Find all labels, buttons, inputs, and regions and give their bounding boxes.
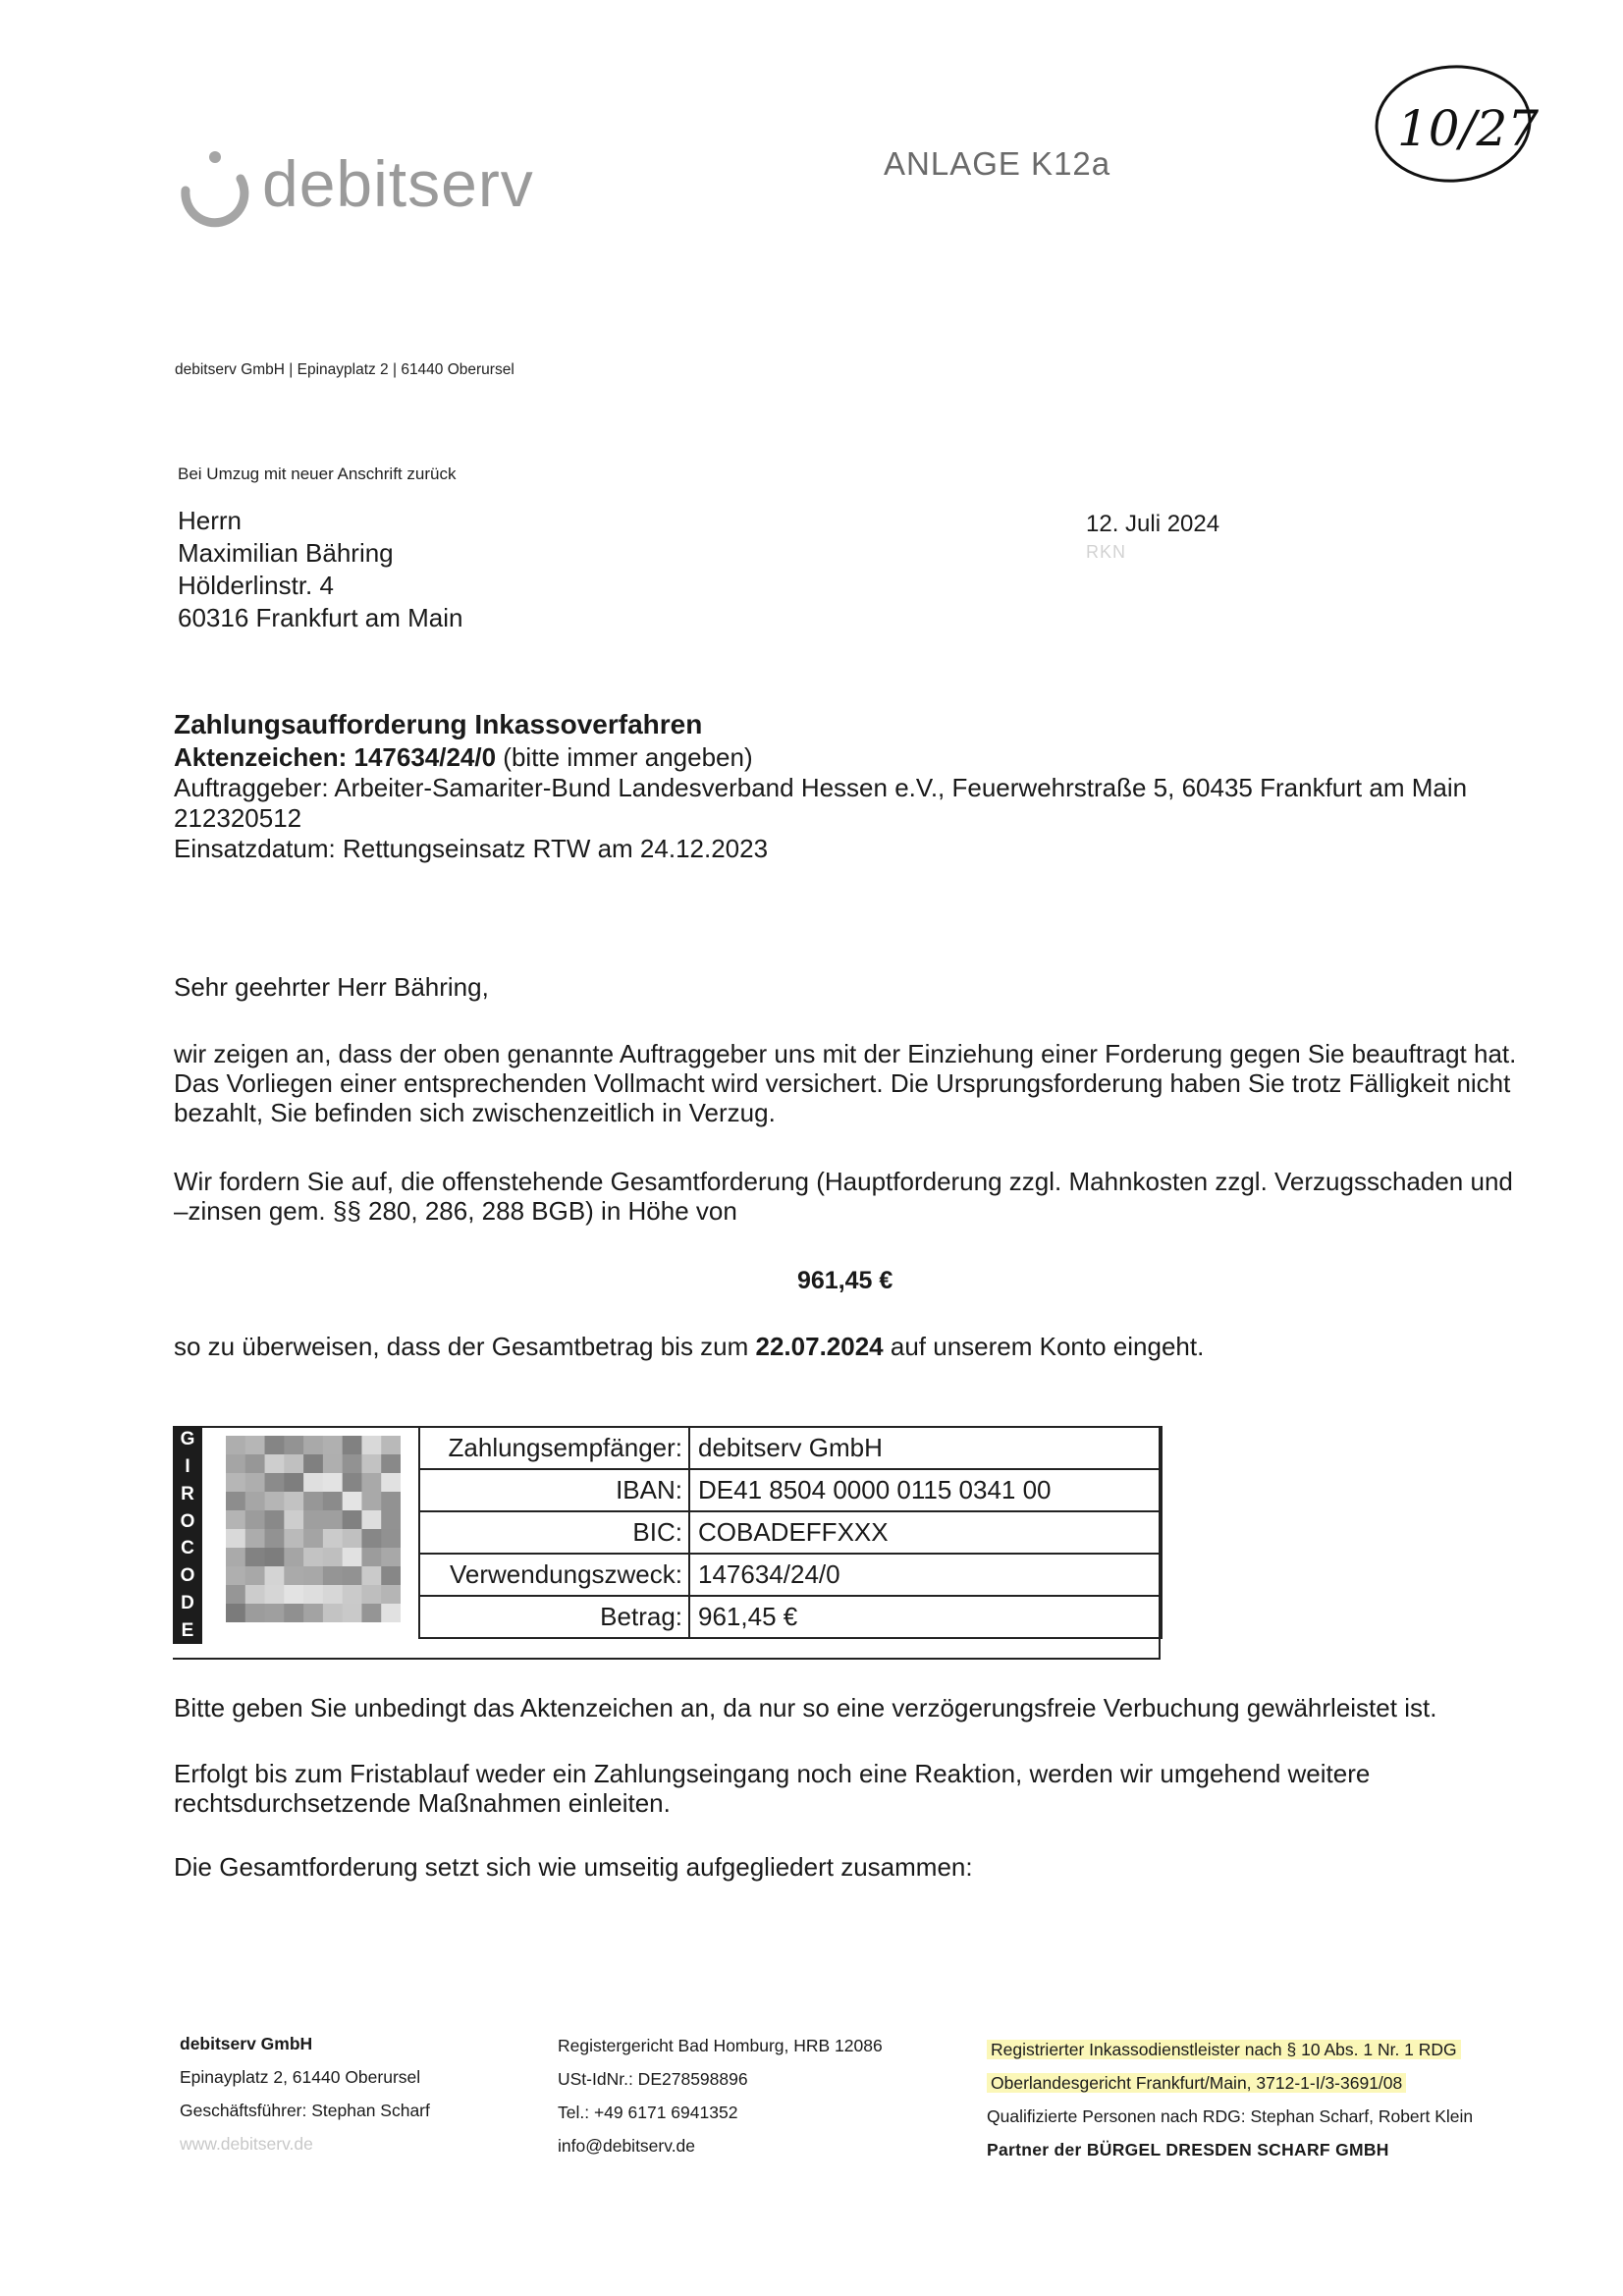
table-row	[419, 1427, 1162, 1469]
qr-pixel	[343, 1436, 362, 1455]
qr-pixel	[323, 1473, 343, 1493]
payee-value: debitserv GmbH	[689, 1427, 1162, 1469]
bic-label: BIC:	[419, 1511, 689, 1554]
qr-pixel	[303, 1510, 323, 1530]
qr-pixel	[226, 1585, 245, 1605]
qr-pixel	[226, 1548, 245, 1567]
payee-label: Zahlungsempfänger:	[419, 1427, 689, 1469]
qr-pixel	[245, 1604, 265, 1622]
qr-pixel	[226, 1492, 245, 1511]
qr-pixel	[284, 1510, 303, 1530]
deployment-date: Einsatzdatum: Rettungseinsatz RTW am 24.12.2023	[174, 834, 769, 863]
qr-pixel	[265, 1473, 285, 1493]
subject-block	[174, 707, 1509, 864]
annex-stamp: ANLAGE K12a	[884, 145, 1111, 182]
footer-phone: Tel.: +49 6171 6941352	[558, 2103, 738, 2122]
qr-pixel	[303, 1604, 323, 1622]
qr-pixel	[381, 1604, 401, 1622]
qr-pixel	[303, 1585, 323, 1605]
qr-pixel	[343, 1492, 362, 1511]
deadline-text-post: auf unserem Konto eingeht.	[883, 1332, 1205, 1361]
subject-title: Zahlungsaufforderung Inkassoverfahren	[174, 709, 703, 739]
qr-pixel	[265, 1585, 285, 1605]
recipient-city: 60316 Frankfurt am Main	[178, 603, 463, 632]
footer-register-column	[558, 2029, 883, 2162]
girocode-letter: D	[181, 1593, 194, 1614]
footer-court-reference: Oberlandesgericht Frankfurt/Main, 3712-1-I/3-3691/08	[987, 2073, 1406, 2093]
qr-pixel	[284, 1585, 303, 1605]
body-paragraph-3	[174, 1332, 1529, 1361]
footer-company-name: debitserv GmbH	[180, 2034, 313, 2053]
footer-ceo: Geschäftsführer: Stephan Scharf	[180, 2101, 430, 2120]
qr-pixel	[284, 1473, 303, 1493]
qr-pixel	[381, 1566, 401, 1586]
qr-pixel	[323, 1454, 343, 1474]
qr-pixel	[343, 1510, 362, 1530]
body-paragraph-5: Erfolgt bis zum Fristablauf weder ein Zahlungseingang noch eine Reaktion, werden wir umgehend weitere rechtsdurchsetzende Maßnahmen einleiten.	[174, 1759, 1371, 1818]
body-paragraph-1: wir zeigen an, dass der oben genannte Auftraggeber uns mit der Einziehung einer Forderung gegen Sie beauftragt hat. Das Vorliegen einer entsprechenden Vollmacht wird versichert. Die Ursprungsforderung haben Sie trotz Fälligkeit nicht bezahlt, Sie befinden sich zwischenzeitlich in Verzug.	[174, 1039, 1517, 1127]
qr-pixel	[381, 1436, 401, 1455]
handwritten-page-mark-text: 10/27	[1397, 100, 1540, 157]
girocode-label-strip	[173, 1426, 202, 1644]
qr-pixel	[245, 1566, 265, 1586]
qr-pixel	[265, 1529, 285, 1549]
qr-pixel	[265, 1548, 285, 1567]
qr-pixel	[361, 1510, 381, 1530]
qr-pixel	[284, 1566, 303, 1586]
qr-pixel	[361, 1585, 381, 1605]
qr-pixel	[303, 1454, 323, 1474]
purpose-label: Verwendungszweck:	[419, 1554, 689, 1596]
qr-pixel	[381, 1585, 401, 1605]
footer-company-column	[180, 2027, 430, 2160]
qr-pixel	[303, 1529, 323, 1549]
qr-pixel	[343, 1604, 362, 1622]
total-amount: 961,45 €	[797, 1267, 893, 1294]
qr-pixel	[284, 1492, 303, 1511]
qr-pixel	[245, 1436, 265, 1455]
recipient-address	[178, 505, 462, 634]
girocode-letter: C	[181, 1538, 194, 1559]
qr-pixel	[226, 1510, 245, 1530]
girocode-letter: I	[185, 1455, 190, 1477]
qr-pixel	[381, 1454, 401, 1474]
girocode-letter: E	[181, 1619, 194, 1641]
footer-legal-column	[987, 2033, 1473, 2166]
qr-pixel	[265, 1510, 285, 1530]
qr-pixel	[284, 1604, 303, 1622]
body-paragraph-6: Die Gesamtforderung setzt sich wie umseitig aufgegliedert zusammen:	[174, 1852, 973, 1882]
recipient-name: Maximilian Bähring	[178, 538, 394, 568]
recipient-street: Hölderlinstr. 4	[178, 571, 334, 600]
payment-details-table	[418, 1426, 1163, 1639]
iban-label: IBAN:	[419, 1469, 689, 1511]
qr-pixel	[343, 1585, 362, 1605]
letter-date: 12. Juli 2024	[1086, 511, 1220, 537]
claim-number: 212320512	[174, 803, 302, 833]
qr-pixel	[265, 1566, 285, 1586]
qr-pixel	[343, 1529, 362, 1549]
reference-code: RKN	[1086, 542, 1127, 562]
qr-pixel	[284, 1454, 303, 1474]
qr-pixel	[381, 1473, 401, 1493]
footer-address: Epinayplatz 2, 61440 Oberursel	[180, 2067, 421, 2087]
qr-pixel	[361, 1529, 381, 1549]
qr-pixel	[226, 1604, 245, 1622]
qr-pixel	[323, 1529, 343, 1549]
qr-pixel	[361, 1473, 381, 1493]
qr-pixel	[265, 1492, 285, 1511]
handwritten-page-mark	[1370, 57, 1542, 194]
qr-pixel	[226, 1454, 245, 1474]
sender-return-line: debitserv GmbH | Epinayplatz 2 | 61440 Oberursel	[175, 361, 514, 378]
qr-pixel	[343, 1566, 362, 1586]
qr-pixel	[226, 1529, 245, 1549]
deadline-text-pre: so zu überweisen, dass der Gesamtbetrag bis zum	[174, 1332, 756, 1361]
qr-pixel	[303, 1548, 323, 1567]
qr-pixel	[343, 1454, 362, 1474]
qr-pixel	[323, 1436, 343, 1455]
body-paragraph-2: Wir fordern Sie auf, die offenstehende Gesamtforderung (Hauptforderung zzgl. Mahnkosten zzgl. Verzugsschaden und –zinsen gem. §§ 280, 286, 288 BGB) in Höhe von	[174, 1167, 1513, 1226]
qr-pixel	[245, 1454, 265, 1474]
iban-value: DE41 8504 0000 0115 0341 00	[689, 1469, 1162, 1511]
qr-pixel	[245, 1473, 265, 1493]
return-note: Bei Umzug mit neuer Anschrift zurück	[178, 465, 457, 483]
client-line: Auftraggeber: Arbeiter-Samariter-Bund Landesverband Hessen e.V., Feuerwehrstraße 5, 60435 Frankfurt am Main	[174, 773, 1468, 802]
qr-pixel	[284, 1529, 303, 1549]
qr-pixel	[381, 1548, 401, 1567]
qr-pixel	[323, 1510, 343, 1530]
qr-pixel	[323, 1548, 343, 1567]
qr-pixel	[323, 1492, 343, 1511]
logo-swirl-icon	[172, 145, 254, 228]
amount-label: Betrag:	[419, 1596, 689, 1638]
qr-pixel	[303, 1566, 323, 1586]
qr-pixel	[265, 1454, 285, 1474]
footer-register: Registergericht Bad Homburg, HRB 12086	[558, 2036, 883, 2055]
qr-pixel	[245, 1585, 265, 1605]
qr-pixel	[226, 1473, 245, 1493]
payment-deadline: 22.07.2024	[755, 1332, 884, 1361]
table-row	[419, 1511, 1162, 1554]
qr-pixel	[245, 1548, 265, 1567]
qr-pixel	[323, 1604, 343, 1622]
qr-pixel	[265, 1604, 285, 1622]
footer-email: info@debitserv.de	[558, 2136, 696, 2156]
qr-pixel	[245, 1529, 265, 1549]
qr-pixel	[381, 1510, 401, 1530]
qr-pixel	[381, 1529, 401, 1549]
bic-value: COBADEFFXXX	[689, 1511, 1162, 1554]
case-number-line	[174, 742, 1509, 773]
table-row	[419, 1469, 1162, 1511]
girocode-letter: O	[180, 1565, 195, 1587]
qr-pixel	[303, 1492, 323, 1511]
qr-pixel	[284, 1436, 303, 1455]
qr-pixel	[381, 1492, 401, 1511]
letter-salutation: Sehr geehrter Herr Bähring,	[174, 972, 489, 1002]
qr-pixel	[245, 1492, 265, 1511]
qr-pixel	[303, 1436, 323, 1455]
girocode-letter: R	[181, 1483, 194, 1504]
debitserv-logo	[172, 137, 565, 231]
amount-value: 961,45 €	[689, 1596, 1162, 1638]
footer-qualified-persons: Qualifizierte Personen nach RDG: Stephan Scharf, Robert Klein	[987, 2106, 1474, 2126]
qr-pixel	[226, 1436, 245, 1455]
qr-pixel	[343, 1548, 362, 1567]
qr-pixel	[323, 1585, 343, 1605]
girocode-letter: O	[180, 1510, 195, 1532]
qr-pixel	[245, 1510, 265, 1530]
purpose-value: 147634/24/0	[689, 1554, 1162, 1596]
qr-pixel	[284, 1548, 303, 1567]
case-number: Aktenzeichen: 147634/24/0	[174, 742, 497, 772]
qr-pixel	[361, 1492, 381, 1511]
body-paragraph-4: Bitte geben Sie unbedingt das Aktenzeichen an, da nur so eine verzögerungsfreie Verbuchung gewährleistet ist.	[174, 1693, 1437, 1722]
qr-code-pixelated	[226, 1436, 401, 1622]
qr-pixel	[361, 1548, 381, 1567]
girocode-letter: G	[180, 1429, 195, 1449]
footer-registration-note: Registrierter Inkassodienstleister nach § 10 Abs. 1 Nr. 1 RDG	[987, 2040, 1461, 2059]
qr-pixel	[323, 1566, 343, 1586]
recipient-salutation: Herrn	[178, 506, 243, 535]
footer-vat-id: USt-IdNr.: DE278598896	[558, 2069, 748, 2089]
qr-pixel	[361, 1436, 381, 1455]
footer-website: www.debitserv.de	[180, 2134, 313, 2154]
qr-pixel	[361, 1454, 381, 1474]
qr-pixel	[303, 1473, 323, 1493]
table-row	[419, 1596, 1162, 1638]
case-number-note: (bitte immer angeben)	[496, 742, 753, 772]
table-row	[419, 1554, 1162, 1596]
logo-wordmark: debitserv	[262, 147, 534, 220]
qr-pixel	[343, 1473, 362, 1493]
footer-partner-note: Partner der BÜRGEL DRESDEN SCHARF GMBH	[987, 2140, 1389, 2159]
qr-pixel	[226, 1566, 245, 1586]
qr-pixel	[265, 1436, 285, 1455]
qr-pixel	[361, 1604, 381, 1622]
qr-pixel	[361, 1566, 381, 1586]
